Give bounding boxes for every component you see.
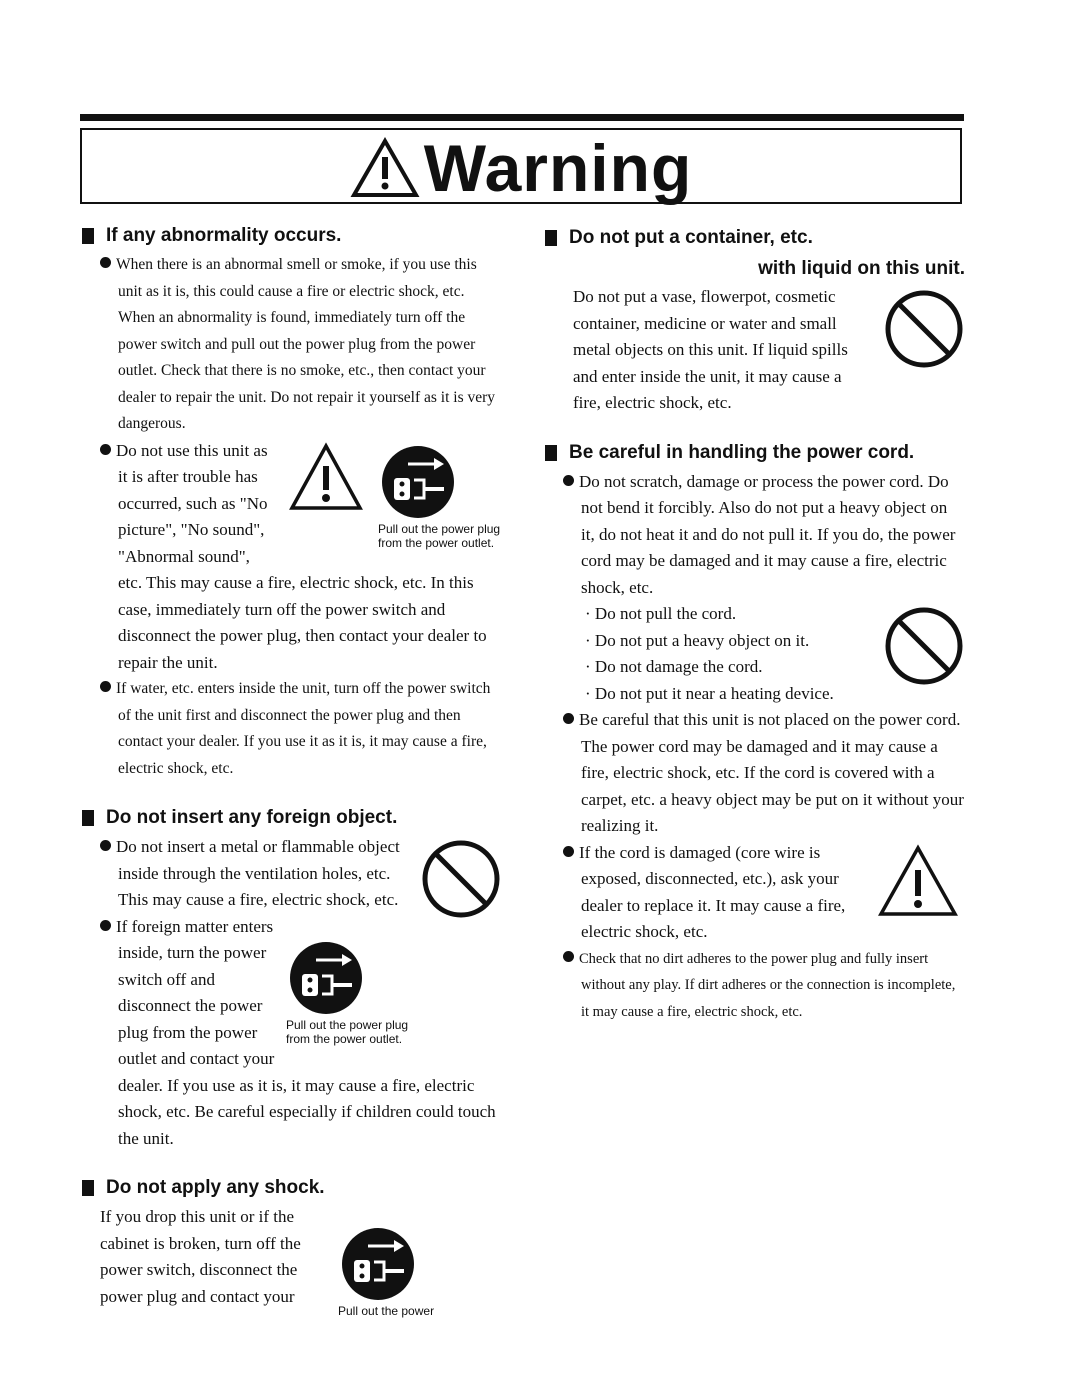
heading-square-icon: [82, 228, 94, 244]
bullet-icon: [563, 951, 574, 962]
paragraph-text: Do not put a vase, flowerpot, cosmetic container, medicine or water and small metal objects on this unit. If liquid spills and enter inside the unit, it may cause a fire, electric shock, etc.: [573, 287, 848, 412]
paragraph: [100, 914, 502, 1153]
list-item: · Do not put a heavy object on it.: [585, 630, 810, 650]
paragraph: [82, 252, 502, 438]
bullet-icon: [100, 681, 111, 692]
title-box: [80, 128, 962, 204]
prohibited-circle-icon: [883, 605, 965, 687]
figure-caption: Pull out the power plug from the power outlet.: [286, 1017, 409, 1046]
heading-text: Be careful in handling the power cord.: [569, 441, 915, 463]
page-title: Warning: [423, 131, 693, 205]
paragraph: [545, 469, 965, 602]
paragraph: [545, 707, 965, 840]
bullet-icon: [563, 475, 574, 486]
paragraph-text: Do not insert a metal or flammable object inside through the ventilation holes, etc. This may cause a fire, electric shock, etc.: [116, 837, 400, 909]
paragraph-text: If the cord is damaged (core wire is exposed, disconnected, etc.), ask your dealer to replace it. It may cause a fire, electric shock, etc.: [579, 842, 846, 941]
heading-text: Do not insert any foreign object.: [106, 807, 398, 828]
section-heading: [545, 224, 965, 252]
right-column: [545, 224, 965, 1047]
heading-text: If any abnormality occurs.: [106, 225, 342, 246]
section-power-cord: [545, 439, 965, 1026]
section-heading-line2: with liquid on this unit.: [758, 258, 965, 279]
paragraph: [82, 676, 502, 782]
top-rule: [80, 114, 964, 121]
section-heading: [545, 439, 965, 467]
section-shock: [82, 1174, 502, 1318]
list-item: · Do not put it near a heating device.: [585, 683, 834, 703]
icon-group: [338, 1224, 462, 1318]
bullet-icon: [100, 840, 111, 851]
paragraph-text: If you drop this unit or if the cabinet is broken, turn off the power switch, disconnect the power plug and contact your: [100, 1207, 301, 1306]
list-item: · Do not damage the cord.: [585, 657, 763, 676]
section-heading: [82, 1174, 502, 1202]
heading-square-icon: [545, 445, 557, 461]
list-item: · Do not pull the cord.: [585, 604, 737, 623]
paragraph: [545, 840, 965, 946]
paragraph-text: Do not scratch, damage or process the power cord. Do not bend it forcibly. Also do not put a heavy object on it, do not heat it and do not pull it. If you do, the power cord may be damaged and it may cause a fire, electric shock, etc.: [579, 471, 956, 597]
bullet-icon: [100, 920, 111, 931]
paragraph-text: When there is an abnormal smell or smoke, if you use this unit as it is, this could cause a fire or electric shock, etc. When an abnormality is found, immediately turn off the power switch and pull out the power plug from the power outlet. Check that there is no smoke, etc., then contact your dealer to repair the unit. Do not repair it yourself as it is very dangerous.: [116, 256, 496, 432]
section-liquid: [545, 224, 965, 417]
paragraph-text: Do not use this unit as it is after trouble has occurred, such as "No picture", "No sound", "Abnormal sound", etc. This may cause a fire, electric shock, etc. In this case, immediately turn off the power switch and disconnect the power plug, then contact your dealer to repair the unit.: [116, 440, 487, 672]
heading-square-icon: [82, 1180, 94, 1196]
left-column: [82, 222, 502, 1332]
heading-text: Do not apply any shock.: [106, 1177, 325, 1198]
bullet-icon: [563, 713, 574, 724]
paragraph-text: If water, etc. enters inside the unit, turn off the power switch of the unit first and disconnect the power plug and then contact your dealer. If you use it as it is, it may cause a fire, electric shock, etc.: [116, 680, 491, 777]
section-heading: [82, 222, 502, 250]
paragraph: [545, 946, 965, 1026]
section-heading: [82, 804, 502, 832]
figure-caption: Pull out the power plug from the power outlet.: [378, 521, 501, 550]
bullet-icon: [100, 257, 111, 268]
heading-square-icon: [545, 230, 557, 246]
unplug-icon: [338, 1224, 418, 1304]
section-abnormality: [82, 222, 502, 782]
paragraph-text: If foreign matter enters inside, turn the power switch off and disconnect the power plug from the power outlet and contact your dealer. If you use as it is, it may cause a fire, electric shock, etc. Be careful especially if children could touch the unit.: [116, 916, 496, 1148]
heading-square-icon: [82, 810, 94, 826]
bullet-icon: [100, 444, 111, 455]
figure-caption: Pull out the power: [338, 1304, 435, 1318]
caution-triangle-icon: [350, 137, 420, 199]
paragraph-text: Check that no dirt adheres to the power plug and fully insert without any play. If dirt adheres or the connection is incomplete, it may cause a fire, electric shock, etc.: [579, 950, 956, 1020]
paragraph-text: Be careful that this unit is not placed on the power cord. The power cord may be damaged and it may cause a fire, electric shock, etc. If the cord is covered with a carpet, etc. a heavy object may be put on it without your realizing it.: [579, 710, 964, 835]
paragraph: [100, 834, 502, 914]
section-foreign-object: [82, 804, 502, 1152]
prohibited-circle-icon: [883, 288, 965, 370]
heading-text: Do not put a container, etc.: [569, 227, 813, 248]
bullet-icon: [563, 846, 574, 857]
paragraph: [100, 438, 502, 677]
